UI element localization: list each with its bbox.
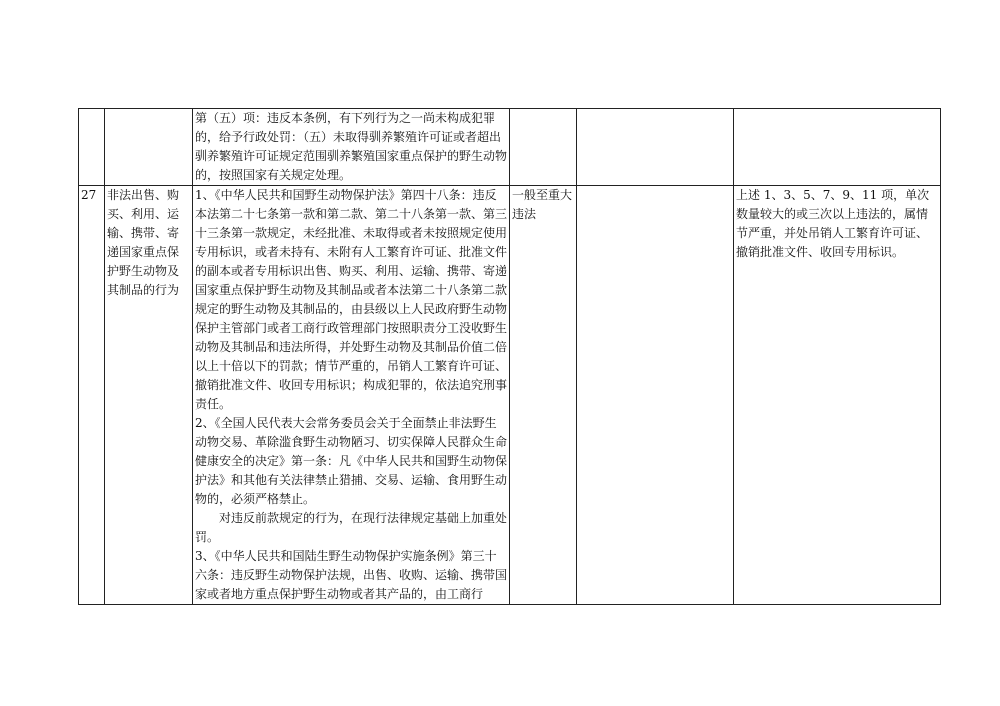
row-number-cell xyxy=(79,109,105,186)
blank-cell xyxy=(577,186,734,605)
table-row xyxy=(79,186,941,605)
penalty-standards-table xyxy=(78,108,941,605)
legal-basis-cell xyxy=(193,109,510,186)
legal-basis-paragraph: 2、《全国人民代表大会常务委员会关于全面禁止非法野生动物交易、革除滥食野生动物陋习、切实保障人民群众生命健康安全的决定》第一条：凡《中华人民共和国野生动物保护法》和其他有关法律禁止猎捕、交易、运输、食用野生动物的，必须严格禁止。 xyxy=(195,416,508,506)
table-row xyxy=(79,109,941,186)
legal-basis-paragraph: 1、《中华人民共和国野生动物保护法》第四十八条：违反本法第二十七条第一款和第二款、第二十八条第一款、第三十三条第一款规定，未经批准、未取得或者未按照规定使用专用标识，或者未持有、未附有人工繁育许可证、批准文件的副本或者专用标识出售、购买、利用、运输、携带、寄递国家重点保护野生动物及其制品或者本法第二十八条第二款规定的野生动物及其制品的，由县级以上人民政府野生动物保护主管部门或者工商行政管理部门按照职责分工没收野生动物及其制品和违法所得，并处野生动物及其制品价值二倍以上十倍以下的罚款；情节严重的，吊销人工繁育许可证、撤销批准文件、收回专用标识；构成犯罪的，依法追究刑事责任。 xyxy=(195,188,508,411)
severity-cell: 一般至重大违法 xyxy=(510,186,577,605)
blank-cell xyxy=(577,109,734,186)
row-number-cell: 27 xyxy=(79,186,105,605)
legal-basis-paragraph: 3、《中华人民共和国陆生野生动物保护实施条例》第三十六条：违反野生动物保护法规，出售、收购、运输、携带国家或者地方重点保护野生动物或者其产品的，由工商行 xyxy=(195,549,508,601)
note-cell xyxy=(734,109,941,186)
legal-basis-paragraph: 对违反前款规定的行为，在现行法律规定基础上加重处罚。 xyxy=(195,511,508,544)
violation-item-cell xyxy=(105,109,193,186)
violation-item-cell: 非法出售、购买、利用、运输、携带、寄递国家重点保护野生动物及其制品的行为 xyxy=(105,186,193,605)
note-cell: 上述 1、3、5、7、9、11 项，单次数量较大的或三次以上违法的，属情节严重，并处吊销人工繁育许可证、撤销批准文件、收回专用标识。 xyxy=(734,186,941,605)
severity-cell xyxy=(510,109,577,186)
legal-basis-cell xyxy=(193,186,510,605)
legal-basis-paragraph: 第（五）项：违反本条例，有下列行为之一尚未构成犯罪的，给予行政处罚：（五）未取得驯养繁殖许可证或者超出驯养繁殖许可证规定范围驯养繁殖国家重点保护的野生动物的，按照国家有关规定处理。 xyxy=(195,111,508,182)
